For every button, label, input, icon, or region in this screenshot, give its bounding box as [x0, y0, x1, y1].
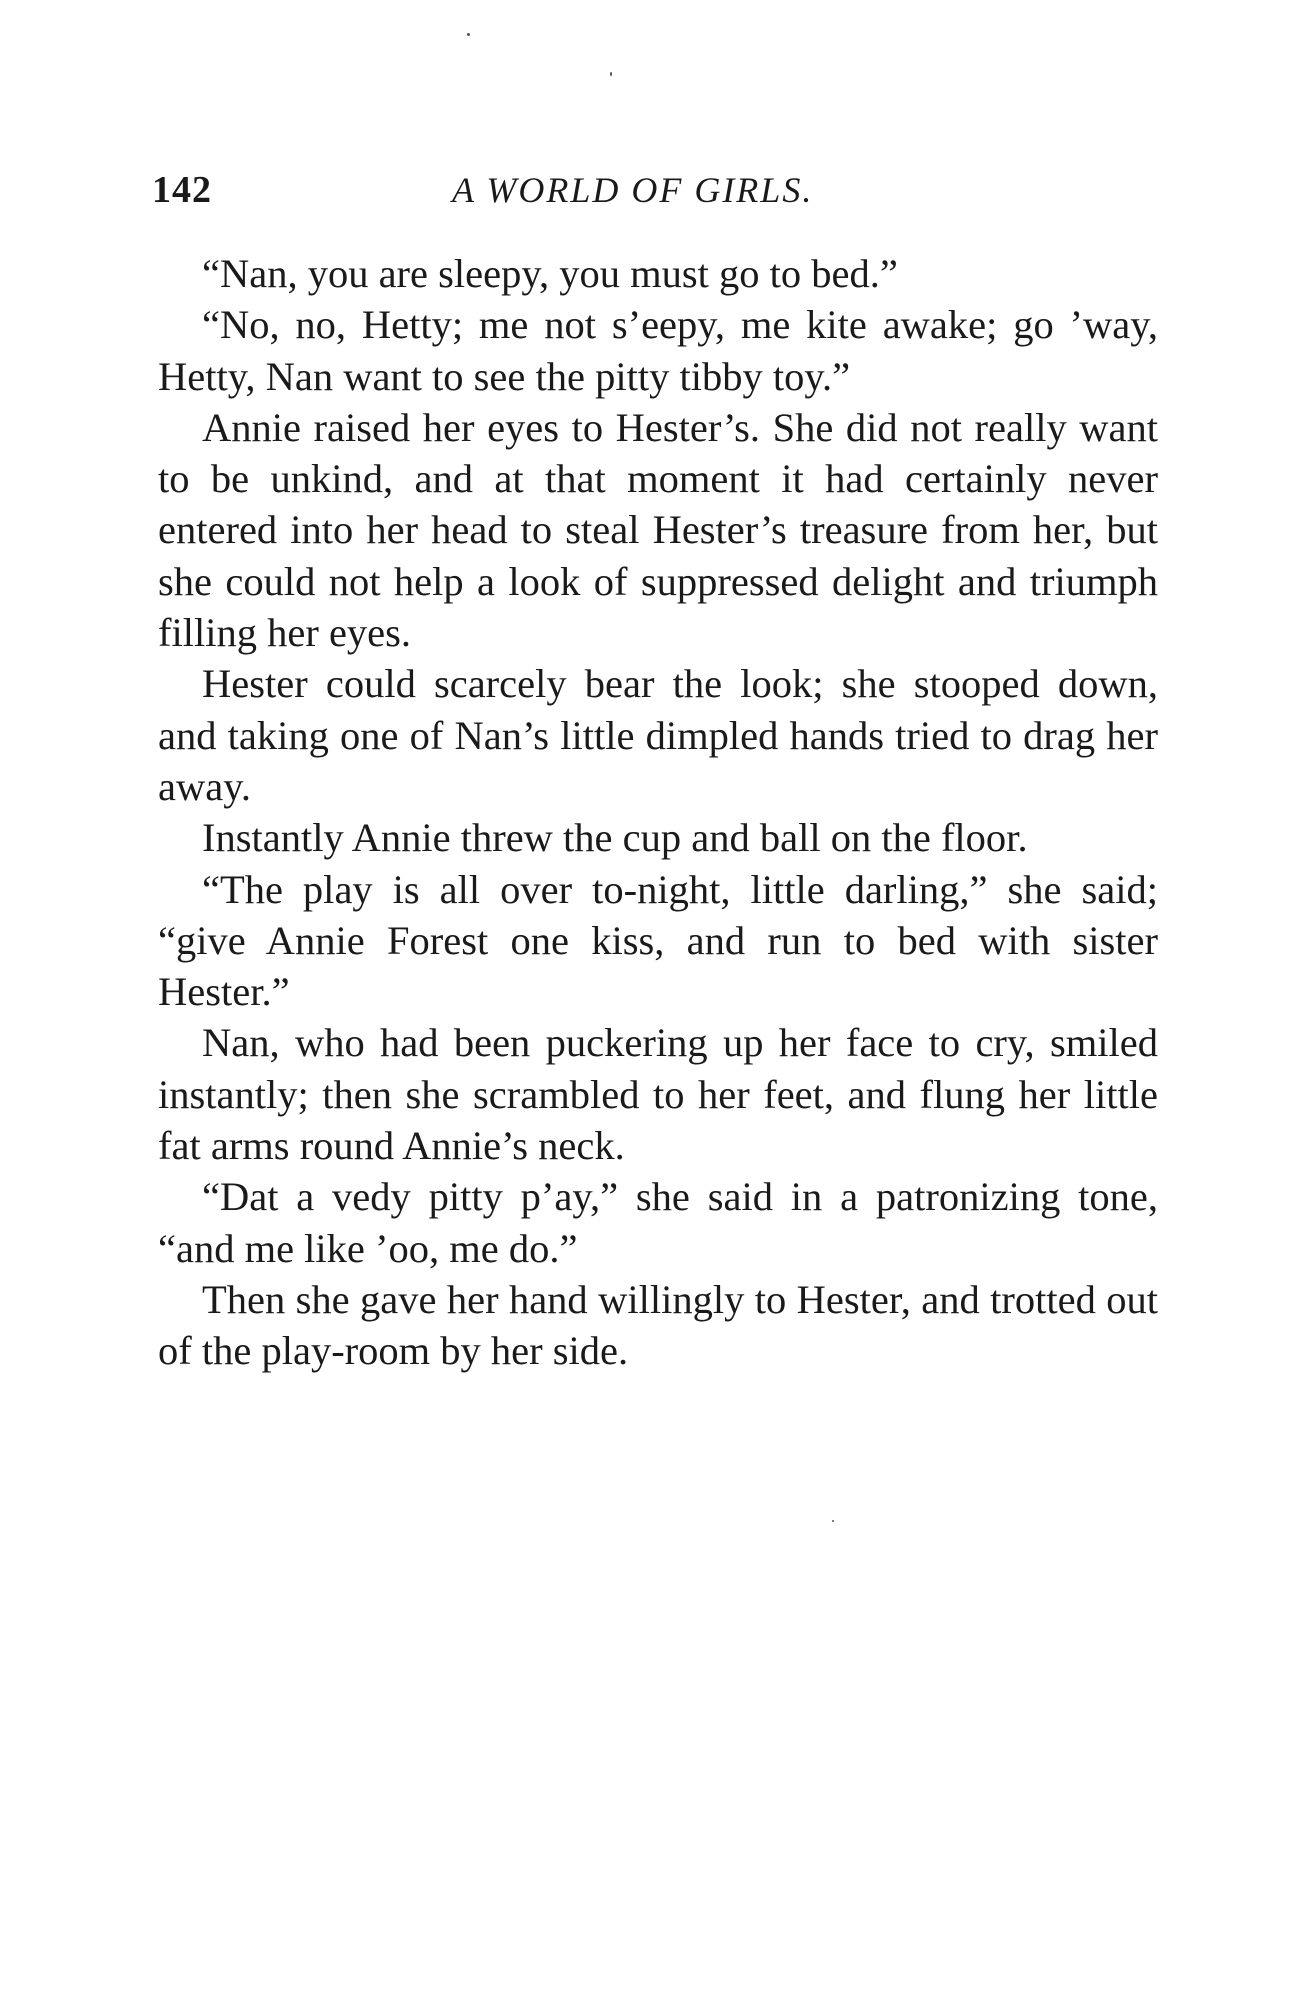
paragraph: “The play is all over to-night, little darling,” she said; “give Annie Forest one kiss, and run to bed with sister Hester.”: [158, 866, 1158, 1015]
paragraph: Nan, who had been puckering up her face to cry, smiled instantly; then she scrambled to her feet, and flung her little fat arms round Annie’s neck.: [158, 1020, 1158, 1169]
paragraph: “Nan, you are sleepy, you must go to bed.”: [202, 251, 898, 296]
paragraph: Hester could scarcely bear the look; she stooped down, and taking one of Nan’s little dimpled hands tried to drag her away.: [158, 661, 1158, 809]
paragraph: Then she gave her hand willingly to Hester, and trotted out of the play-room by her side.: [158, 1276, 1158, 1374]
running-head: [152, 165, 1162, 215]
page-number: 142: [152, 169, 212, 211]
scan-speck: [610, 72, 612, 76]
scan-speck: [832, 1520, 834, 1522]
body-text: [158, 248, 1158, 1377]
paragraph: “Dat a vedy pitty p’ay,” she said in a patronizing tone, “and me like ’oo, me do.”: [158, 1174, 1158, 1271]
book-title: A WORLD OF GIRLS.: [452, 170, 814, 210]
paragraph: “No, no, Hetty; me not s’eepy, me kite awake; go ’way, Hetty, Nan want to see the pitty tibby toy.”: [158, 302, 1158, 399]
paragraph: Instantly Annie threw the cup and ball on the floor.: [202, 815, 1028, 861]
paragraph: Annie raised her eyes to Hester’s. She did not really want to be unkind, and at that moment it had certainly never entered into her head to steal Hester’s treasure from her, but she could not help a look of suppressed delight and triumph filling her eyes.: [158, 404, 1158, 656]
scan-speck: [467, 33, 470, 36]
